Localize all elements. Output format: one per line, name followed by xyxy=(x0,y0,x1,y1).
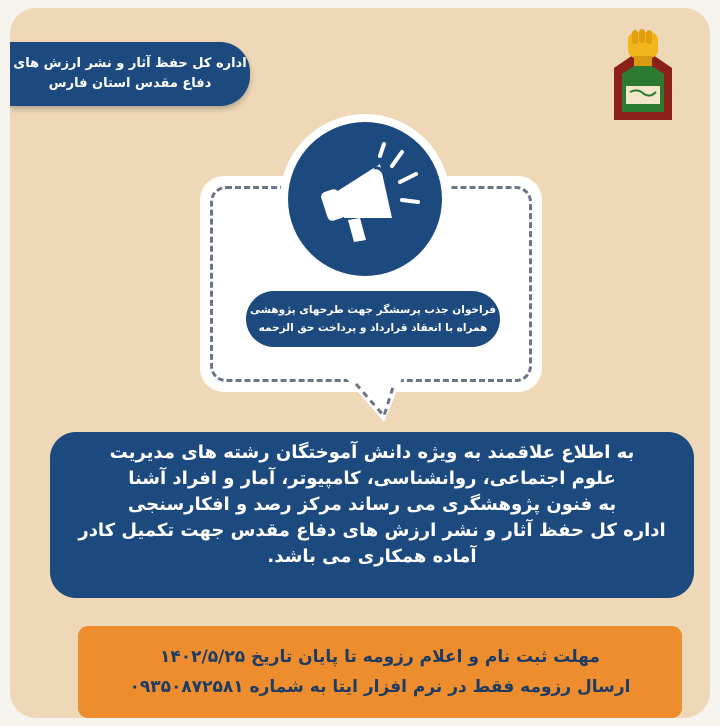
callout-title xyxy=(246,291,500,347)
announcement-line: اداره کل حفظ آثار و نشر ارزش های دفاع مقدس جهت تکمیل کادر xyxy=(78,520,666,541)
fist-emblem-icon xyxy=(608,28,678,124)
callout-line-1: فراخوان جذب پرسشگر جهت طرحهای پژوهشی xyxy=(250,304,496,316)
announcement-line: علوم اجتماعی، روانشناسی، کامپیوتر، آمار و افراد آشنا xyxy=(128,468,616,489)
deadline-line-2: ارسال رزومه فقط در نرم افزار ایتا به شماره ۰۹۳۵۰۸۷۲۵۸۱ xyxy=(129,677,631,697)
megaphone-badge xyxy=(280,114,450,284)
org-name-badge xyxy=(10,42,250,106)
callout-line-2: همراه با انعقاد قرارداد و پرداخت حق الزحمه xyxy=(258,322,488,334)
org-name-line-2: دفاع مقدس استان فارس xyxy=(48,76,212,91)
megaphone-icon xyxy=(288,122,442,276)
org-name-line-1: اداره کل حفظ آثار و نشر ارزش های xyxy=(13,56,247,71)
deadline-line-1: مهلت ثبت نام و اعلام رزومه تا پایان تاریخ ۱۴۰۲/۵/۲۵ xyxy=(160,647,600,667)
announcement-line: آماده همکاری می باشد. xyxy=(267,546,477,567)
speech-bubble-tail xyxy=(344,378,404,423)
poster-card xyxy=(10,8,710,718)
megaphone-circle xyxy=(288,122,442,276)
deadline-box xyxy=(78,626,682,718)
announcement-box xyxy=(50,432,694,598)
announcement-line: به اطلاع علاقمند به ویژه دانش آموختگان رشته های مدیریت xyxy=(109,442,635,463)
announcement-line: به فنون پژوهشگری می رساند مرکز رصد و افکارسنجی xyxy=(127,494,617,515)
